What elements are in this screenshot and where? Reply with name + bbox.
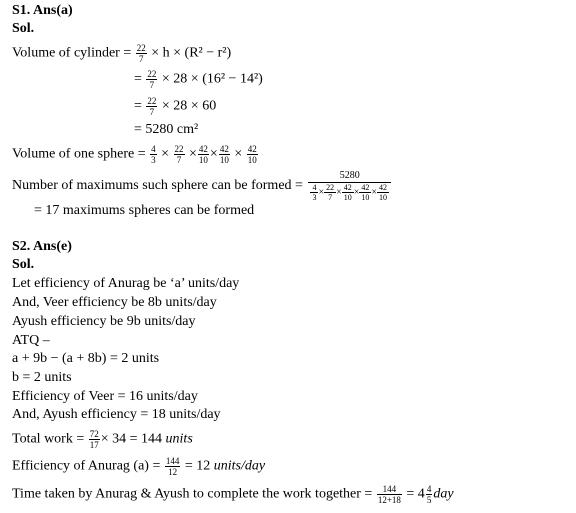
s2-line-4: ATQ – (12, 333, 50, 348)
cylinder-formula-rest: × h × (R² − r²) (147, 45, 232, 61)
time-rest: = 4 (402, 486, 425, 502)
fraction-144-12: $\frac{144}{12}$ (165, 456, 180, 477)
step3-rest: × 28 × 60 (158, 98, 217, 114)
fraction-22-7: $\frac{22}{7}$ (147, 69, 157, 90)
s2-total-work-line (12, 429, 193, 450)
s2-line-1: Let efficiency of Anurag be ‘a’ units/day (12, 276, 240, 291)
fraction-22-7: $\frac{22}{7}$ (174, 144, 184, 165)
s1-step4-line: = 5280 cm² (134, 122, 199, 137)
s2-line-7: Efficiency of Veer = 16 units/day (12, 389, 198, 404)
efficiency-rest: = 12 (181, 458, 214, 474)
total-work-label: Total work = (12, 431, 88, 447)
s1-sphere-volume-line: Volume of one sphere = $\frac{4}{3}$ × $\frac{22}{7}$ × $\frac{42}{10}$ × $\frac{42}{10}$ × $\frac{42}{10}$ (12, 144, 257, 165)
fraction-72-17: $\frac{72}{17}$ (89, 429, 99, 450)
fraction-42-10: $\frac{42}{10}$ (219, 144, 229, 165)
s1-sol-label: Sol. (12, 21, 35, 36)
units-per-day-word: units/day (213, 458, 266, 474)
s2-sol-label: Sol. (12, 257, 35, 272)
s1-max-spheres-line (12, 170, 393, 202)
fraction-42-10: $\frac{42}{10}$ (247, 144, 257, 165)
s2-line-6: b = 2 units (12, 370, 72, 385)
cylinder-volume-label: Volume of cylinder = (12, 45, 135, 61)
s2-line-3: Ayush efficiency be 9b units/day (12, 314, 196, 329)
s2-line-2: And, Veer efficiency be 8b units/day (12, 295, 217, 310)
fraction-4-3: $\frac{4}{3}$ (151, 144, 156, 165)
s2-line-5: a + 9b − (a + 8b) = 2 units (12, 351, 160, 366)
s1-heading: S1. Ans(a) (12, 3, 73, 18)
fraction-4-5: $\frac{4}{5}$ (426, 484, 432, 505)
day-word: day (433, 486, 454, 502)
s2-line-8: And, Ayush efficiency = 18 units/day (12, 407, 221, 422)
fraction-42-10: $\frac{42}{10}$ (198, 144, 208, 165)
units-word: units (165, 431, 193, 447)
step2-rest: × 28 × (16² − 14²) (158, 71, 263, 87)
fraction-144-over-12-plus-18: $\frac{144}{12+18}$ (377, 484, 401, 505)
s1-step2-line: = $\frac{22}{7}$ × 28 × (16² − 14²) (134, 69, 263, 90)
s1-step3-line: = $\frac{22}{7}$ × 28 × 60 (134, 96, 217, 117)
s2-heading: S2. Ans(e) (12, 239, 72, 254)
fraction-22-7: $\frac{22}{7}$ (147, 96, 157, 117)
sphere-volume-label: Volume of one sphere = (12, 146, 150, 162)
s2-efficiency-line (12, 456, 265, 477)
s2-time-line (12, 484, 454, 505)
time-label: Time taken by Anurag & Ayush to complete the work together = (12, 486, 376, 502)
total-work-rest: × 34 = 144 (100, 431, 166, 447)
efficiency-label: Efficiency of Anurag (a) = (12, 458, 164, 474)
fraction-5280-over-sphere-volume: 5280 $\frac{4}{3}$ × $\frac{22}{7}$ × $\frac{42}{10}$ × $\frac{42}{10}$ × $\frac{42}{10}$ (308, 170, 391, 202)
max-spheres-label: Number of maximums such sphere can be formed = (12, 178, 307, 194)
fraction-22-7: $\frac{22}{7}$ (136, 43, 146, 64)
s1-result-line: = 17 maximums spheres can be formed (34, 203, 255, 218)
s1-cylinder-volume-line (12, 43, 231, 64)
